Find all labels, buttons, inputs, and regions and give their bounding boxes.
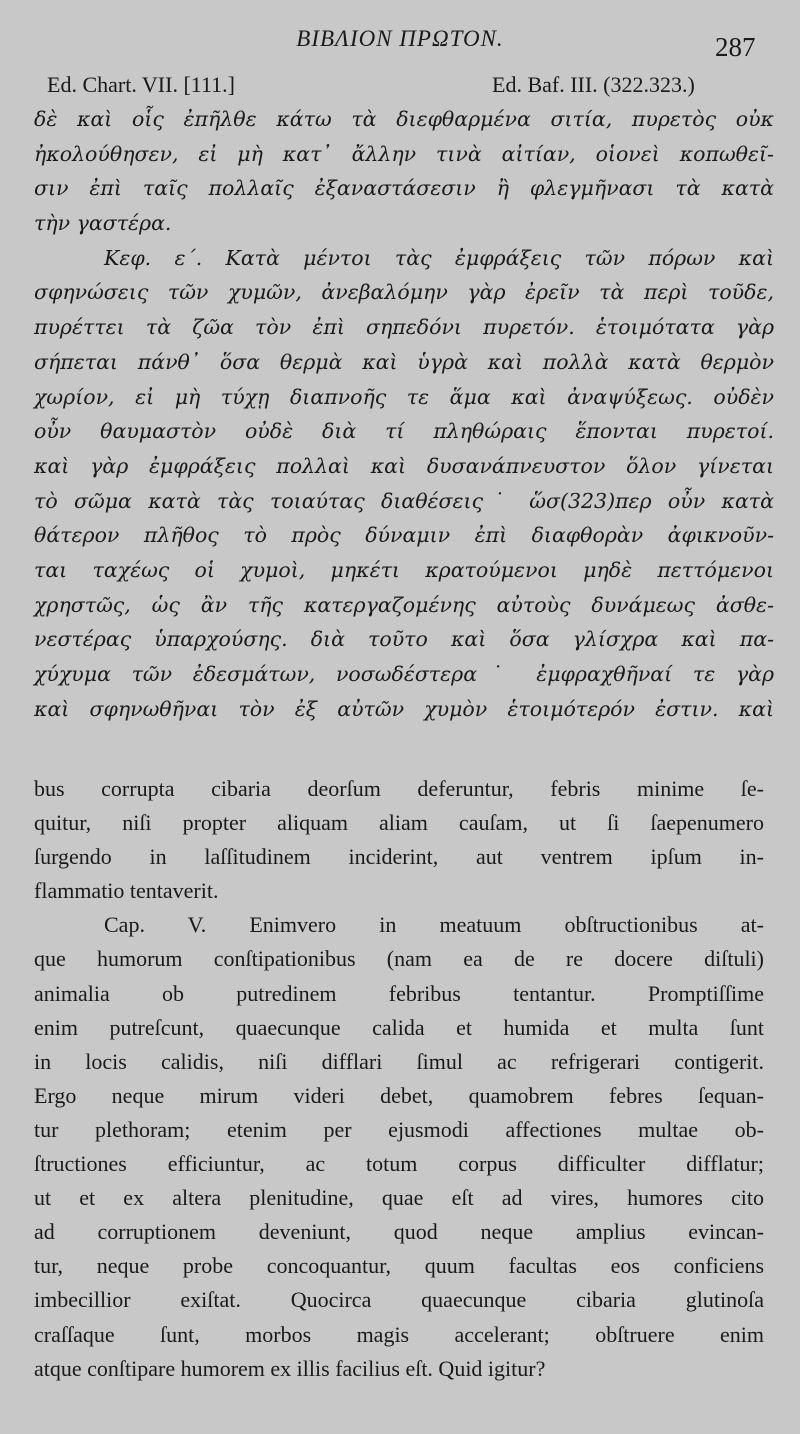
- greek-line: καὶ γὰρ ἐμφράξεις πολλαὶ καὶ δυσανάπνευστον ὅλον γίνεται: [34, 453, 774, 478]
- latin-line: ſtructiones efficiuntur, ac totum corpus difficulter difflatur;: [34, 1151, 764, 1177]
- edition-reference-chartier: Ed. Chart. VII. [111.]: [47, 72, 235, 97]
- greek-line: χύχυμα τῶν ἐδεσμάτων, νοσωδέστερα˙ ἐμφραχθῆναί τε γὰρ: [34, 662, 774, 686]
- greek-line: χρηστῶς, ὡς ἂν τῆς κατεργαζομένης αὐτοὺς δυνάμεως ἀσθε-: [34, 592, 774, 617]
- greek-line: τὴν γαστέρα.: [34, 211, 172, 236]
- greek-line: ται ταχέως οἱ χυμοὶ, μηκέτι κρατούμενοι μηδὲ πεττόμενοι: [34, 557, 774, 582]
- latin-line: bus corrupta cibaria deorſum deferuntur, febris minime ſe-: [34, 776, 764, 801]
- latin-text-block: [34, 772, 764, 1386]
- edition-reference-basel: Ed. Baf. III. (322.323.): [492, 72, 695, 97]
- greek-line: σφηνώσεις τῶν χυμῶν, ἀνεβαλόμην γὰρ ἐρεῖν τὰ περὶ τοῦδε,: [34, 280, 774, 305]
- latin-line: ad corruptionem deveniunt, quod neque amplius evincan-: [34, 1219, 764, 1245]
- greek-line: οὖν θαυμαστὸν οὐδὲ διὰ τί πληθώραις ἕπονται πυρετοί.: [34, 419, 774, 444]
- latin-line: ut et ex altera plenitudine, quae eſt ad vires, humores cito: [34, 1185, 764, 1211]
- latin-line: animalia ob putredinem febribus tentantur. Promptiſſime: [34, 980, 764, 1006]
- greek-line: σιν ἐπὶ ταῖς πολλαῖς ἐξαναστάσεσιν ἢ φλεγμῆνασι τὰ κατὰ: [34, 176, 774, 201]
- greek-text-block: [34, 102, 774, 726]
- greek-line: θάτερον πλῆθος τὸ πρὸς δύναμιν ἐπὶ διαφθορὰν ἀφικνοῦν-: [34, 523, 774, 548]
- latin-chapter-heading-line: Cap. V. Enimvero in meatuum obſtructionibus at-: [104, 912, 764, 938]
- latin-line: que humorum conſtipationibus (nam ea de re docere diſtuli): [34, 946, 764, 972]
- greek-line: πυρέττει τὰ ζῶα τὸν ἐπὶ σηπεδόνι πυρετόν. ἑτοιμότατα γὰρ: [34, 315, 774, 340]
- latin-line: quitur, niſi propter aliquam aliam cauſam, ut ſi ſaepenumero: [34, 810, 764, 836]
- latin-line: enim putreſcunt, quaecunque calida et humida et multa ſunt: [34, 1014, 764, 1040]
- latin-line: imbecillior exiſtat. Quocirca quaecunque cibaria glutinoſa: [34, 1287, 764, 1313]
- greek-line: σήπεται πάνθ᾿ ὅσα θερμὰ καὶ ὑγρὰ καὶ πολλὰ κατὰ θερμὸν: [34, 349, 774, 374]
- greek-line: τὸ σῶμα κατὰ τὰς τοιαύτας διαθέσεις˙ ὥσ(323)περ οὖν κατὰ: [34, 488, 774, 513]
- greek-line: δὲ καὶ οἷς ἐπῆλθε κάτω τὰ διεφθαρμένα σιτία, πυρετὸς οὐκ: [34, 107, 774, 131]
- latin-line: tur, neque probe concoquantur, quum facultas eos conficiens: [34, 1253, 764, 1279]
- greek-line: χωρίον, εἰ μὴ τύχῃ διαπνοῆς τε ἅμα καὶ ἀναψύξεως. οὐδὲν: [34, 384, 774, 409]
- latin-line: ſurgendo in laſſitudinem inciderint, aut ventrem ipſum in-: [34, 844, 764, 870]
- latin-line: craſſaque ſunt, morbos magis accelerant; obſtruere enim: [34, 1321, 764, 1347]
- latin-line: flammatio tentaverit.: [34, 878, 219, 904]
- page-number: 287: [715, 32, 756, 62]
- greek-chapter-heading-line: Κεφ. ε΄. Κατὰ μέντοι τὰς ἐμφράξεις τῶν πόρων καὶ: [104, 245, 774, 270]
- latin-line: atque conſtipare humorem ex illis facilius eſt. Quid igitur?: [34, 1355, 546, 1381]
- latin-line: tur plethoram; etenim per ejusmodi affectiones multae ob-: [34, 1116, 764, 1142]
- latin-line: Ergo neque mirum videri debet, quamobrem febres ſequan-: [34, 1082, 764, 1108]
- running-title: BIBΛΙΟΝ ΠΡΩΤΟΝ.: [296, 26, 504, 51]
- greek-line: καὶ σφηνωθῆναι τὸν ἐξ αὐτῶν χυμὸν ἑτοιμότερόν ἐστιν. καὶ: [34, 696, 774, 721]
- greek-line: νεστέρας ὑπαρχούσης. διὰ τοῦτο καὶ ὅσα γλίσχρα καὶ πα-: [34, 627, 774, 652]
- latin-line: in locis calidis, niſi difflari ſimul ac refrigerari contigerit.: [34, 1048, 764, 1074]
- greek-line: ἠκολούθησεν, εἰ μὴ κατ᾿ ἄλλην τινὰ αἰτίαν, οἱονεὶ κοπωθεῖ-: [34, 141, 774, 166]
